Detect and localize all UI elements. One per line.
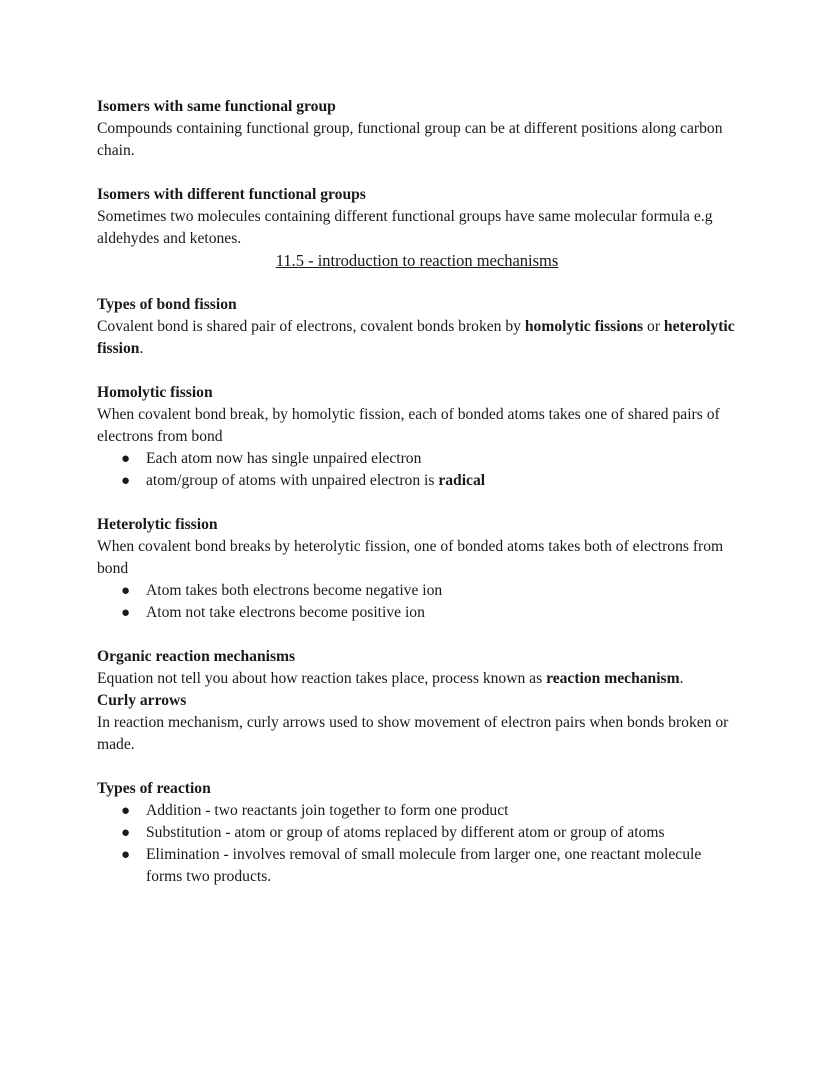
bold-term-reaction-mechanism: reaction mechanism	[546, 670, 680, 687]
bold-term-heterolytic: heterolytic fission	[97, 318, 735, 357]
paragraph-organic-mechanisms	[97, 668, 737, 690]
paragraph-curly-arrows: In reaction mechanism, curly arrows used to show movement of electron pairs when bonds broken or made.	[97, 714, 729, 753]
list-item	[121, 800, 737, 822]
text-run: .	[139, 340, 144, 357]
spacer	[97, 360, 737, 382]
heading-organic-mechanisms: Organic reaction mechanisms	[97, 648, 296, 665]
text-run: .	[679, 670, 684, 687]
list-item	[121, 602, 737, 624]
bullet-list-heterolytic	[97, 580, 737, 624]
heading-homolytic: Homolytic fission	[97, 384, 213, 401]
bullet-icon: ●	[121, 847, 131, 863]
list-item-text: Elimination - involves removal of small molecule from larger one, one reactant molecule forms two products.	[146, 846, 702, 885]
list-item	[121, 580, 737, 602]
bullet-icon: ●	[121, 451, 131, 467]
heading-types-of-reaction: Types of reaction	[97, 780, 211, 797]
list-item-text: Substitution - atom or group of atoms replaced by different atom or group of atoms	[146, 824, 665, 841]
heading-heterolytic: Heterolytic fission	[97, 516, 218, 533]
list-item	[121, 470, 737, 492]
text-run: Equation not tell you about how reaction takes place, process known as	[97, 670, 547, 687]
spacer	[97, 492, 737, 514]
paragraph-bond-fission	[97, 316, 737, 360]
heading-isomers-same: Isomers with same functional group	[97, 98, 336, 115]
list-item-text: Addition - two reactants join together to form one product	[146, 802, 509, 819]
bullet-icon: ●	[121, 803, 131, 819]
paragraph-heterolytic: When covalent bond breaks by heterolytic fission, one of bonded atoms takes both of electrons from bond	[97, 538, 724, 577]
text-run: Covalent bond is shared pair of electrons, covalent bonds broken by	[97, 318, 525, 335]
paragraph-isomers-different: Sometimes two molecules containing different functional groups have same molecular formula e.g aldehydes and ketones.	[97, 208, 713, 247]
section-title: 11.5 - introduction to reaction mechanisms	[275, 251, 559, 270]
list-item-text: Atom takes both electrons become negative ion	[146, 582, 443, 599]
spacer	[97, 756, 737, 778]
document-page	[97, 96, 737, 888]
bullet-list-homolytic	[97, 448, 737, 492]
bullet-icon: ●	[121, 473, 131, 489]
list-item	[121, 844, 737, 888]
paragraph-isomers-same: Compounds containing functional group, functional group can be at different positions along carbon chain.	[97, 120, 723, 159]
list-item	[121, 822, 737, 844]
list-item-text: atom/group of atoms with unpaired electron is	[146, 472, 439, 489]
text-run: or	[643, 318, 664, 335]
bullet-icon: ●	[121, 605, 131, 621]
bold-term-homolytic: homolytic fissions	[524, 318, 644, 335]
heading-bond-fission: Types of bond fission	[97, 296, 237, 313]
bullet-icon: ●	[121, 825, 131, 841]
paragraph-homolytic: When covalent bond break, by homolytic fission, each of bonded atoms takes one of shared pairs of electrons from bond	[97, 406, 720, 445]
heading-isomers-different: Isomers with different functional groups	[97, 186, 366, 203]
list-item-text: Atom not take electrons become positive ion	[146, 604, 425, 621]
bullet-list-reaction-types	[97, 800, 737, 888]
bullet-icon: ●	[121, 583, 131, 599]
list-item	[121, 448, 737, 470]
spacer	[97, 624, 737, 646]
list-item-text: Each atom now has single unpaired electron	[146, 450, 422, 467]
bold-term-radical: radical	[438, 472, 486, 489]
spacer	[97, 272, 737, 294]
spacer	[97, 162, 737, 184]
heading-curly-arrows: Curly arrows	[97, 692, 187, 709]
